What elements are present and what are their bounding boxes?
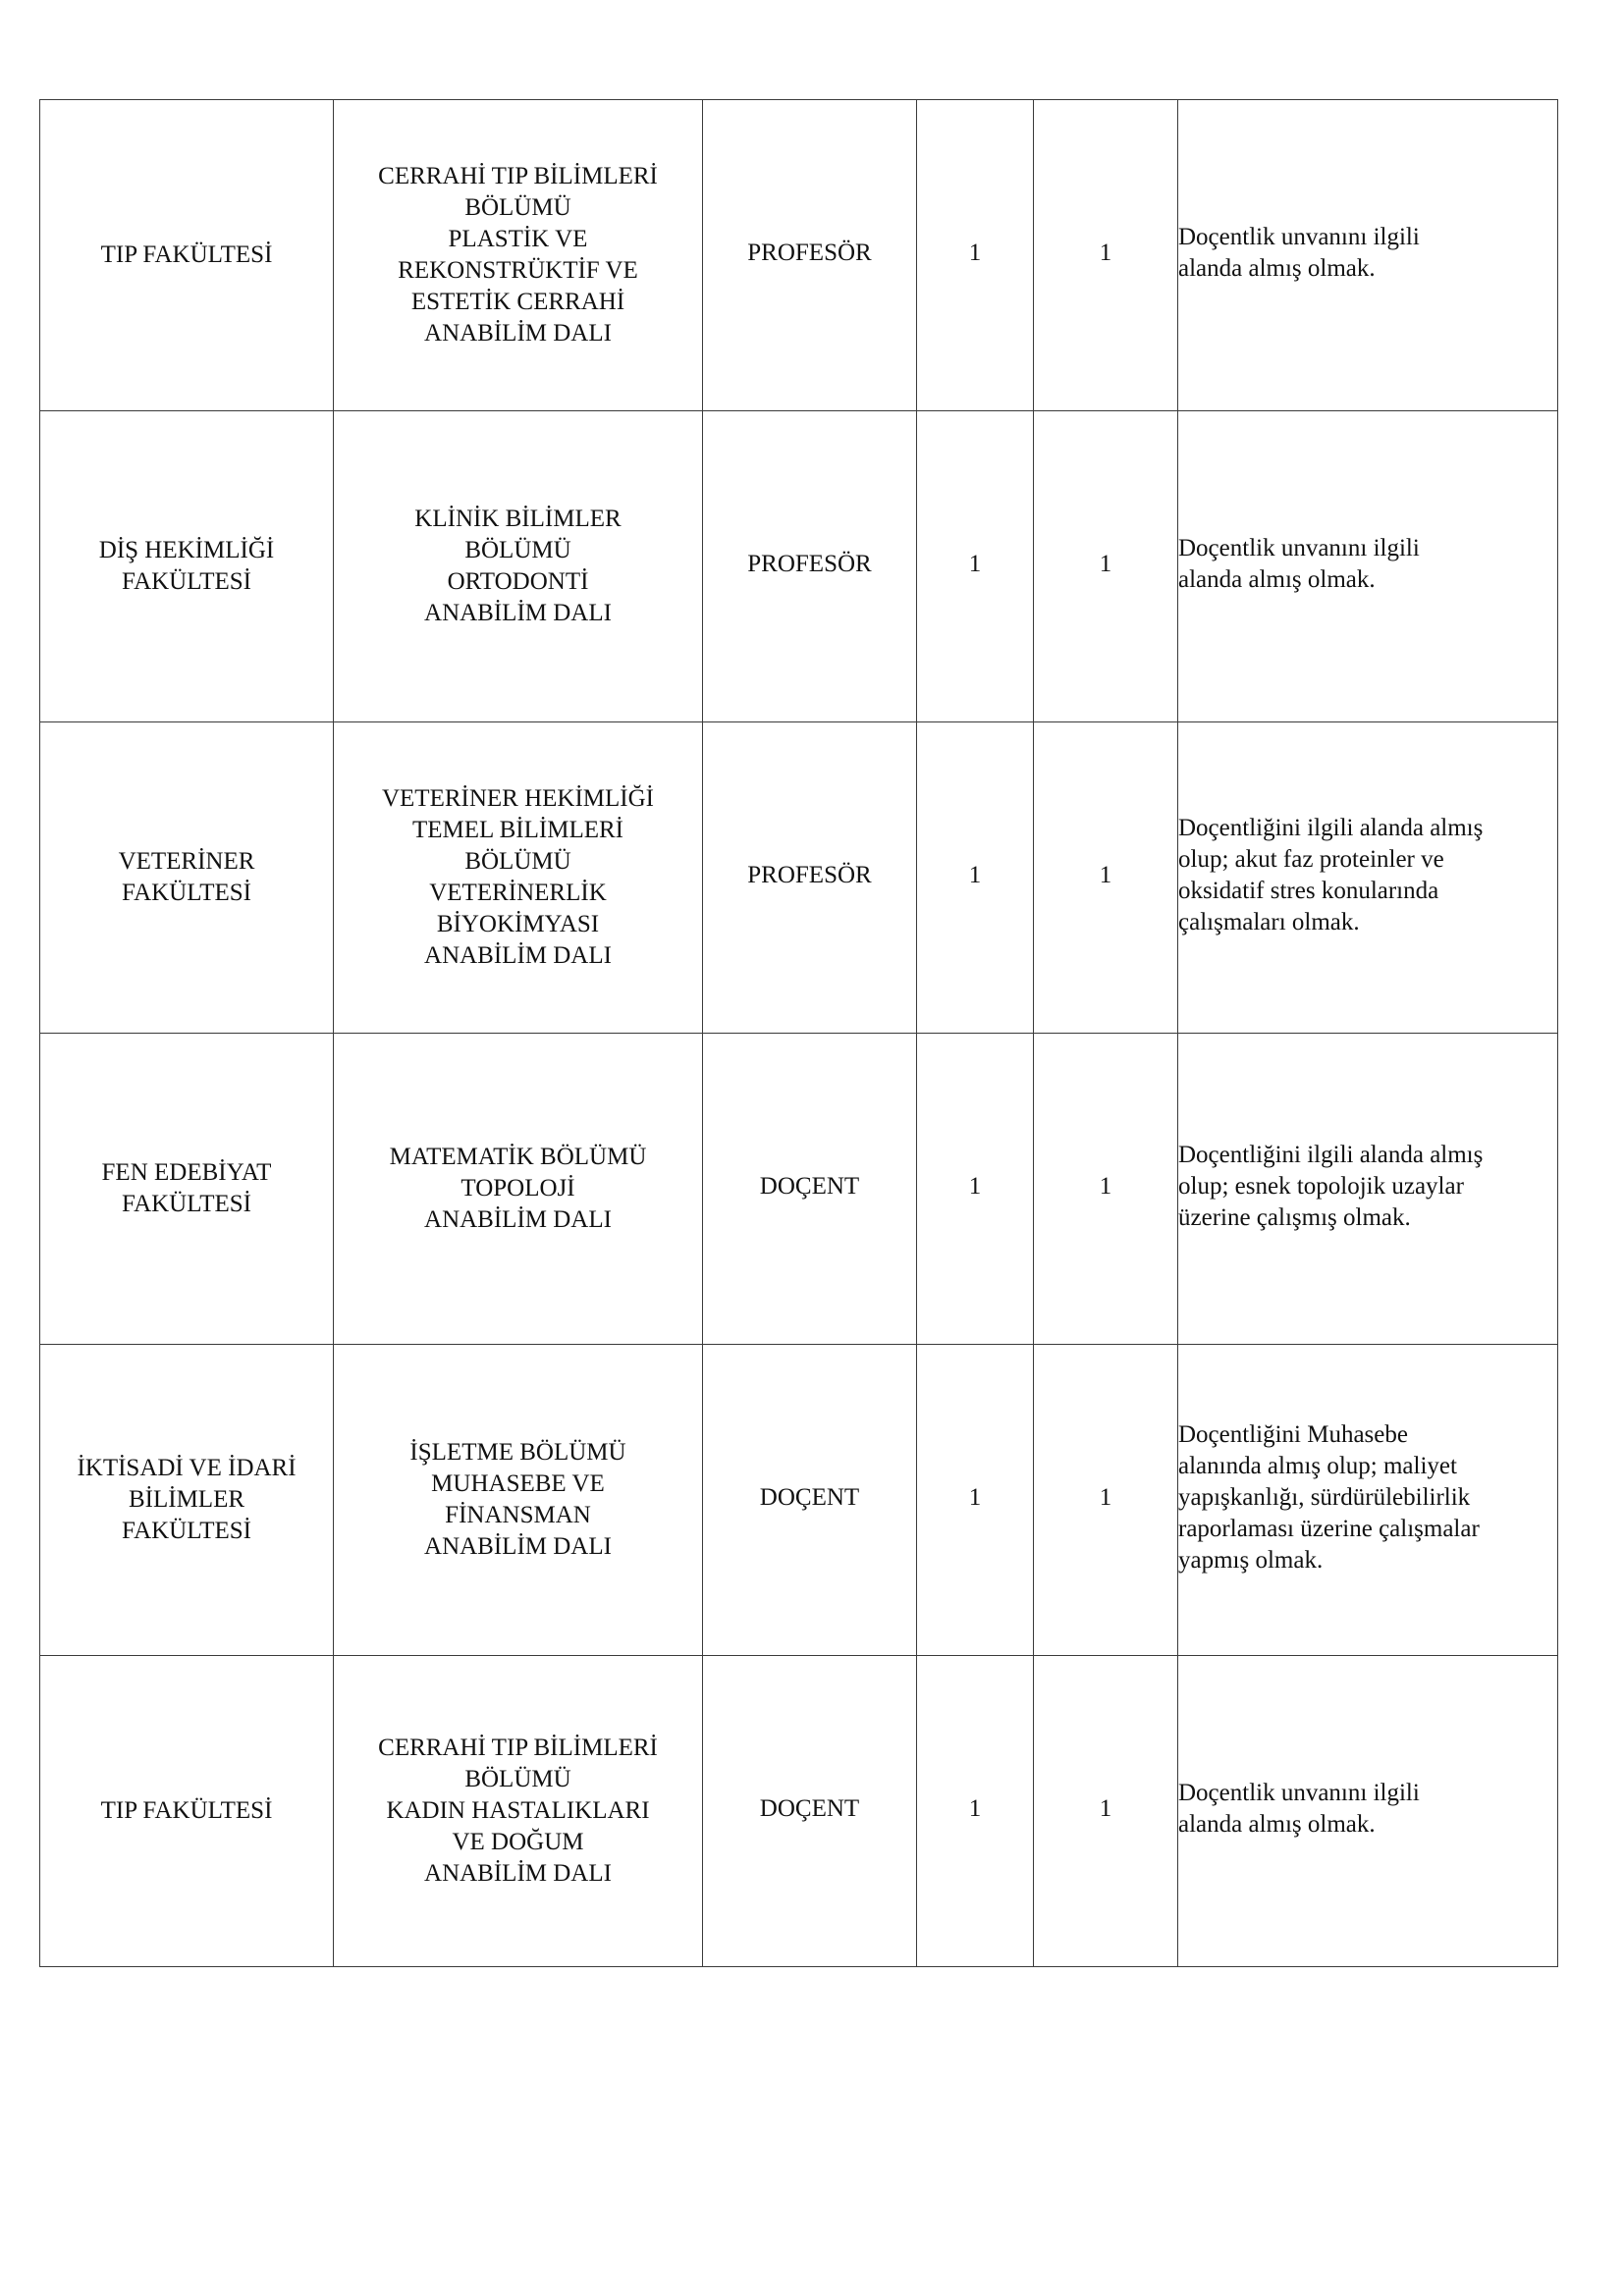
requirement-text: Doçentliğini Muhasebe alanında almış olup; maliyet yapışkanlığı, sürdürülebilirlik raporlaması üzerine çalışmalar yapmış olmak. [1178,1421,1480,1574]
table-row [40,1034,1558,1345]
academic-title: DOÇENT [759,1173,860,1200]
position-count: 1 [968,1795,982,1822]
department-cell [334,722,703,1034]
faculty-name: TIP FAKÜLTESİ [100,1797,273,1824]
requirement-cell [1178,100,1558,411]
department-name: CERRAHİ TIP BİLİMLERİ BÖLÜMÜ KADIN HASTALIKLARI VE DOĞUM ANABİLİM DALI [378,1735,658,1887]
count-cell [1034,722,1178,1034]
position-count: 1 [968,1484,982,1511]
staff-count: 1 [1099,1795,1112,1822]
requirement-text: Doçentlik unvanını ilgili alanda almış olmak. [1178,224,1420,282]
department-name: KLİNİK BİLİMLER BÖLÜMÜ ORTODONTİ ANABİLİM DALI [414,506,622,626]
academic-title: PROFESÖR [747,862,872,888]
count-cell [917,722,1034,1034]
title-cell [703,411,917,722]
faculty-name: TIP FAKÜLTESİ [100,241,273,268]
department-cell [334,100,703,411]
position-count: 1 [968,862,982,888]
position-count: 1 [968,240,982,266]
table-row [40,722,1558,1034]
requirement-text: Doçentlik unvanını ilgili alanda almış olmak. [1178,1780,1420,1838]
count-cell [1034,1034,1178,1345]
faculty-cell [40,100,334,411]
faculty-name: VETERİNER FAKÜLTESİ [118,848,255,906]
count-cell [1034,1656,1178,1967]
table-row [40,1656,1558,1967]
department-name: MATEMATİK BÖLÜMÜ TOPOLOJİ ANABİLİM DALI [389,1144,647,1233]
faculty-cell [40,722,334,1034]
academic-title: PROFESÖR [747,240,872,266]
position-count: 1 [968,1173,982,1200]
position-count: 1 [968,551,982,577]
faculty-name: İKTİSADİ VE İDARİ BİLİMLER FAKÜLTESİ [77,1455,297,1544]
faculty-name: DİŞ HEKİMLİĞİ FAKÜLTESİ [98,537,275,595]
requirement-cell [1178,1345,1558,1656]
title-cell [703,1656,917,1967]
count-cell [917,1345,1034,1656]
staff-count: 1 [1099,862,1112,888]
department-cell [334,411,703,722]
count-cell [917,100,1034,411]
count-cell [917,411,1034,722]
department-name: VETERİNER HEKİMLİĞİ TEMEL BİLİMLERİ BÖLÜMÜ VETERİNERLİK BİYOKİMYASI ANABİLİM DALI [381,785,655,969]
faculty-cell [40,1656,334,1967]
title-cell [703,1345,917,1656]
requirement-text: Doçentliğini ilgili alanda almış olup; akut faz proteinler ve oksidatif stres konularında çalışmaları olmak. [1178,815,1484,935]
table-row [40,100,1558,411]
positions-table [39,99,1558,1967]
staff-count: 1 [1099,551,1112,577]
faculty-cell [40,1345,334,1656]
faculty-cell [40,411,334,722]
table-row [40,1345,1558,1656]
department-cell [334,1034,703,1345]
requirement-text: Doçentlik unvanını ilgili alanda almış olmak. [1178,535,1420,593]
faculty-name: FEN EDEBİYAT FAKÜLTESİ [101,1159,272,1217]
staff-count: 1 [1099,1173,1112,1200]
department-name: İŞLETME BÖLÜMÜ MUHASEBE VE FİNANSMAN ANABİLİM DALI [409,1439,626,1560]
count-cell [917,1034,1034,1345]
requirement-cell [1178,722,1558,1034]
academic-title: PROFESÖR [747,551,872,577]
academic-title: DOÇENT [759,1484,860,1511]
department-cell [334,1656,703,1967]
faculty-cell [40,1034,334,1345]
count-cell [1034,411,1178,722]
staff-count: 1 [1099,1484,1112,1511]
count-cell [1034,100,1178,411]
staff-count: 1 [1099,240,1112,266]
requirement-cell [1178,1034,1558,1345]
title-cell [703,1034,917,1345]
count-cell [1034,1345,1178,1656]
title-cell [703,722,917,1034]
department-cell [334,1345,703,1656]
title-cell [703,100,917,411]
requirement-text: Doçentliğini ilgili alanda almış olup; esnek topolojik uzaylar üzerine çalışmış olmak. [1178,1142,1484,1231]
table-row [40,411,1558,722]
requirement-cell [1178,1656,1558,1967]
count-cell [917,1656,1034,1967]
department-name: CERRAHİ TIP BİLİMLERİ BÖLÜMÜ PLASTİK VE REKONSTRÜKTİF VE ESTETİK CERRAHİ ANABİLİM DALI [378,163,658,347]
requirement-cell [1178,411,1558,722]
academic-title: DOÇENT [759,1795,860,1822]
